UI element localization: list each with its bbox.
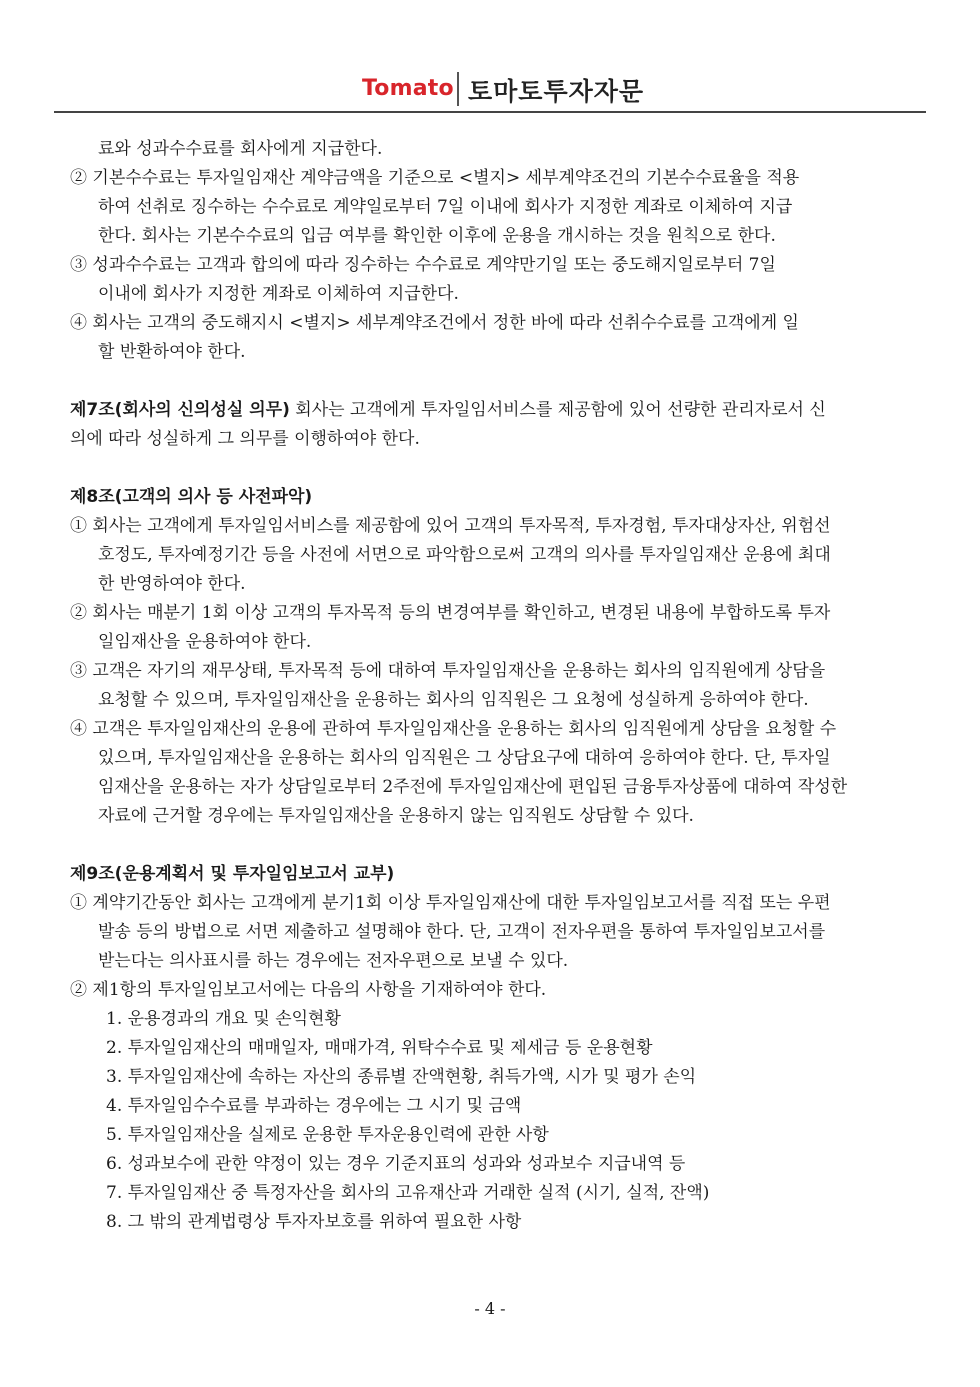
list-item: 7. 투자일임재산 중 특정자산을 회사의 고유재산과 거래한 실적 (시기, 실적, 잔액) <box>106 1183 710 1203</box>
article-9-title: 제9조(운용계획서 및 투자일임보고서 교부) <box>70 864 395 884</box>
paragraph-line: 호정도, 투자예정기간 등을 사전에 서면으로 파악함으로써 고객의 의사를 투자일임재산 운용에 최대 <box>98 545 831 565</box>
paragraph-line: 이내에 회사가 지정한 계좌로 이체하여 지급한다. <box>98 284 459 304</box>
paragraph-line: ② 회사는 매분기 1회 이상 고객의 투자목적 등의 변경여부를 확인하고, 변경된 내용에 부합하도록 투자 <box>70 603 831 623</box>
list-item: 2. 투자일임재산의 매매일자, 매매가격, 위탁수수료 및 제세금 등 운용현황 <box>106 1038 653 1058</box>
list-item: 3. 투자일임재산에 속하는 자산의 종류별 잔액현황, 취득가액, 시가 및 평가 손익 <box>106 1067 697 1087</box>
paragraph-line: 받는다는 의사표시를 하는 경우에는 전자우편으로 보낼 수 있다. <box>98 951 569 971</box>
tomato-logo-text: Tomato <box>362 76 454 101</box>
paragraph-line: 발송 등의 방법으로 서면 제출하고 설명해야 한다. 단, 고객이 전자우편을 통하여 투자일임보고서를 <box>98 922 826 942</box>
paragraph-line: 료와 성과수수료를 회사에게 지급한다. <box>98 139 383 159</box>
paragraph-line: ③ 성과수수료는 고객과 합의에 따라 징수하는 수수료로 계약만기일 또는 중도해지일로부터 7일 <box>70 255 776 275</box>
list-item: 4. 투자일임수수료를 부과하는 경우에는 그 시기 및 금액 <box>106 1096 522 1116</box>
paragraph-line: ④ 고객은 투자일임재산의 운용에 관하여 투자일임재산을 운용하는 회사의 임직원에게 상담을 요청할 수 <box>70 719 837 739</box>
list-item: 1. 운용경과의 개요 및 손익현황 <box>106 1009 341 1029</box>
paragraph-line: 한 반영하여야 한다. <box>98 574 246 594</box>
article-7-text: 회사는 고객에게 투자일임서비스를 제공함에 있어 선량한 관리자로서 신 <box>295 400 826 420</box>
page-number: - 4 - <box>474 1299 506 1318</box>
company-name: 토마토투자자문 <box>468 77 645 106</box>
paragraph-line: 요청할 수 있으며, 투자일임재산을 운용하는 회사의 임직원은 그 요청에 성실하게 응하여야 한다. <box>98 690 809 710</box>
paragraph-line: 임재산을 운용하는 자가 상담일로부터 2주전에 투자일임재산에 편입된 금융투자상품에 대하여 작성한 <box>98 777 848 797</box>
paragraph-line: 할 반환하여야 한다. <box>98 342 246 362</box>
paragraph-line: ④ 회사는 고객의 중도해지시 <별지> 세부계약조건에서 정한 바에 따라 선취수수료를 고객에게 일 <box>70 313 799 333</box>
article-7 <box>70 399 826 421</box>
list-item: 5. 투자일임재산을 실제로 운용한 투자운용인력에 관한 사항 <box>106 1125 549 1145</box>
list-item: 8. 그 밖의 관계법령상 투자자보호를 위하여 필요한 사항 <box>106 1212 522 1232</box>
paragraph-line: ① 회사는 고객에게 투자일임서비스를 제공함에 있어 고객의 투자목적, 투자경험, 투자대상자산, 위험선 <box>70 516 831 536</box>
paragraph-line: 자료에 근거할 경우에는 투자일임재산을 운용하지 않는 임직원도 상담할 수 있다. <box>98 806 694 826</box>
paragraph-line: ③ 고객은 자기의 재무상태, 투자목적 등에 대하여 투자일임재산을 운용하는 회사의 임직원에게 상담을 <box>70 661 826 681</box>
logo-divider <box>457 72 459 106</box>
paragraph-line: 있으며, 투자일임재산을 운용하는 회사의 임직원은 그 상담요구에 대하여 응하여야 한다. 단, 투자일 <box>98 748 831 768</box>
list-item: 6. 성과보수에 관한 약정이 있는 경우 기준지표의 성과와 성과보수 지급내역 등 <box>106 1154 686 1174</box>
article-7-title: 제7조(회사의 신의성실 의무) <box>70 400 290 420</box>
paragraph-line: 한다. 회사는 기본수수료의 입금 여부를 확인한 이후에 운용을 개시하는 것을 원칙으로 한다. <box>98 226 776 246</box>
header-rule <box>54 111 926 113</box>
page-header <box>0 66 980 110</box>
paragraph-line: 하여 선취로 징수하는 수수료로 계약일로부터 7일 이내에 회사가 지정한 계좌로 이체하여 지급 <box>98 197 793 217</box>
paragraph-line: 일임재산을 운용하여야 한다. <box>98 632 312 652</box>
paragraph-line: 의에 따라 성실하게 그 의무를 이행하여야 한다. <box>70 429 420 449</box>
paragraph-line: ① 계약기간동안 회사는 고객에게 분기1회 이상 투자일임재산에 대한 투자일임보고서를 직접 또는 우편 <box>70 893 831 913</box>
paragraph-line: ② 제1항의 투자일임보고서에는 다음의 사항을 기재하여야 한다. <box>70 980 547 1000</box>
paragraph-line: ② 기본수수료는 투자일임재산 계약금액을 기준으로 <별지> 세부계약조건의 기본수수료율을 적용 <box>70 168 800 188</box>
article-8-title: 제8조(고객의 의사 등 사전파악) <box>70 487 313 507</box>
